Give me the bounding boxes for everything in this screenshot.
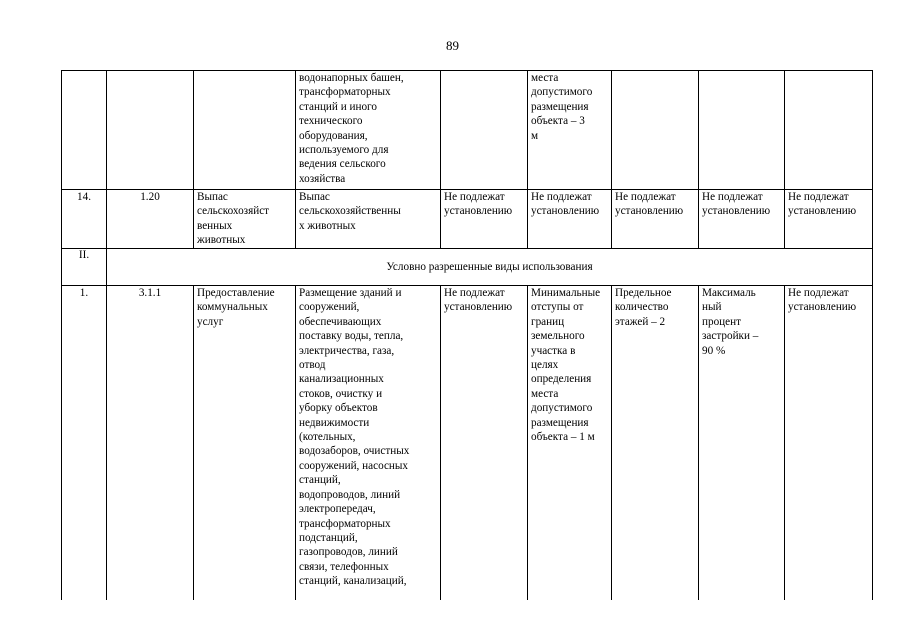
row-code: 3.1.1	[107, 286, 194, 601]
table-row-1	[62, 286, 873, 601]
table-cell: Не подлежат установлению	[612, 190, 699, 249]
row-number: 1.	[62, 286, 107, 601]
table-row-continued	[62, 71, 873, 190]
table-row-14	[62, 190, 873, 249]
table-cell: Предельное количество этажей – 2	[612, 286, 699, 601]
regulations-table	[61, 70, 873, 600]
table-cell	[107, 71, 194, 190]
section-number: II.	[62, 249, 107, 286]
table-cell	[194, 71, 296, 190]
row-number: 14.	[62, 190, 107, 249]
section-row	[62, 249, 873, 286]
table-cell: Не подлежат установлению	[528, 190, 612, 249]
table-cell	[62, 71, 107, 190]
row-code: 1.20	[107, 190, 194, 249]
table-cell: Не подлежат установлению	[785, 286, 873, 601]
table-cell	[612, 71, 699, 190]
use-type-description: Размещение зданий и сооружений, обеспечивающих поставку воды, тепла, электричества, газа, отвод канализационных стоков, очистку и уборку объектов недвижимости (котельных, водозаборов, очистных сооружений, насосных станций, водопроводов, линий электропередач, трансформаторных подстанций, газопроводов, линий связи, телефонных станций, канализаций,	[296, 286, 441, 601]
table-cell: Минимальные отступы от границ земельного участка в целях определения места допустимого размещения объекта – 1 м	[528, 286, 612, 601]
table-cell	[441, 71, 528, 190]
use-type-name: Предоставление коммунальных услуг	[194, 286, 296, 601]
section-title: Условно разрешенные виды использования	[386, 261, 593, 273]
table-cell: Не подлежат установлению	[785, 190, 873, 249]
table-cell	[699, 71, 785, 190]
table-cell: Не подлежат установлению	[699, 190, 785, 249]
table-cell: места допустимого размещения объекта – 3 м	[528, 71, 612, 190]
page-number: 89	[446, 38, 459, 53]
table-cell: Максималь ный процент застройки – 90 %	[699, 286, 785, 601]
table-cell: водонапорных башен, трансформаторных станций и иного технического оборудования, используемого для ведения сельского хозяйства	[296, 71, 441, 190]
table-cell: Не подлежат установлению	[441, 190, 528, 249]
section-title-cell	[107, 249, 873, 286]
use-type-description: Выпас сельскохозяйственны х животных	[296, 190, 441, 249]
table-cell	[785, 71, 873, 190]
use-type-name: Выпас сельскохозяйст венных животных	[194, 190, 296, 249]
table-cell: Не подлежат установлению	[441, 286, 528, 601]
